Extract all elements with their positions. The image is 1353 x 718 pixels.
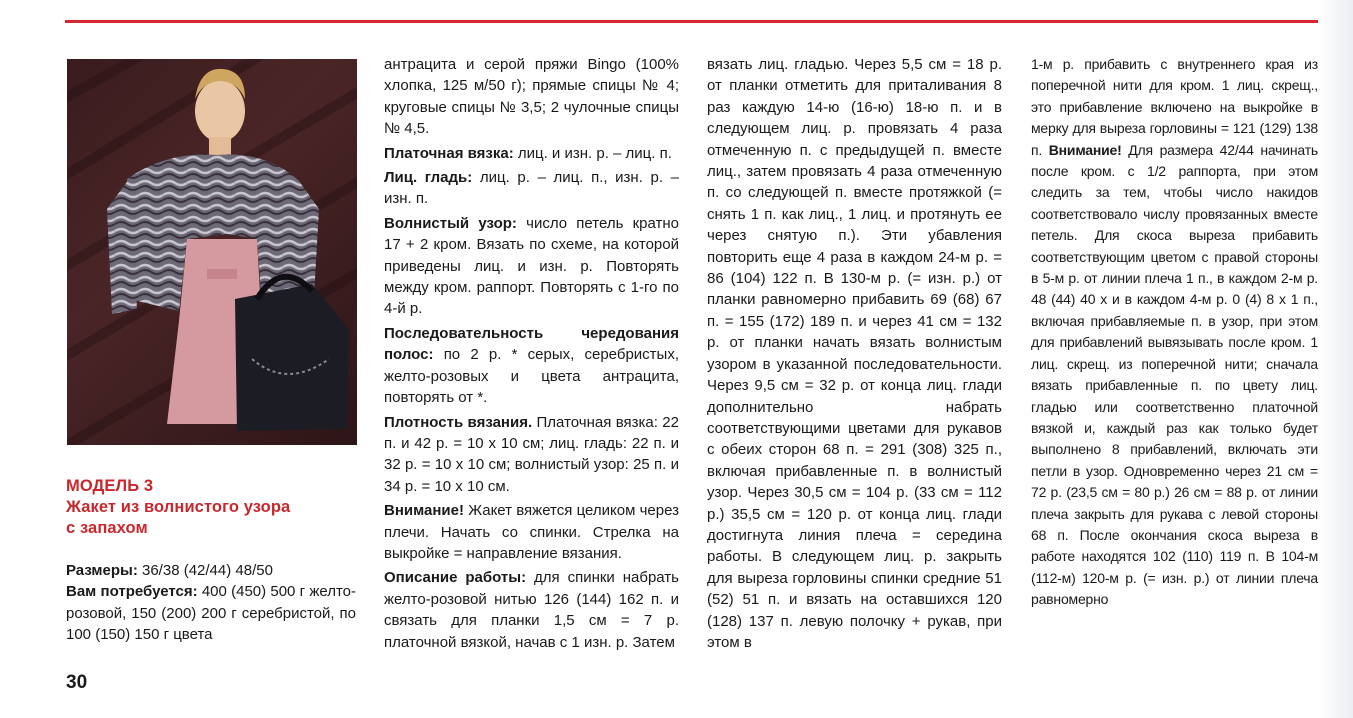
top-red-rule <box>65 20 1318 23</box>
need-label: Вам потребуется: <box>66 583 198 601</box>
model-title-line1: Жакет из волнистого узора <box>66 498 291 516</box>
col1-p2 <box>384 143 679 164</box>
text-column-1 <box>384 54 679 656</box>
col1-p7-label: Внимание! <box>384 502 464 520</box>
model-heading <box>66 476 366 539</box>
col1-p6-label: Плотность вязания. <box>384 413 533 431</box>
col1-p1: антрацита и серой пряжи Bingo (100% хлопка, 125 м/50 г); прямые спицы № 4; круговые спицы № 3,5; 2 чулочные спицы № 4,5. <box>384 56 679 138</box>
col3-paragraph <box>1031 54 1318 611</box>
col1-p3-text: лиц. р. – лиц. п., изн. р. – изн. п. <box>384 169 679 208</box>
col1-p3-label: Лиц. гладь: <box>384 169 473 187</box>
col1-p4-text: число петель кратно 17 + 2 кром. Вязать по схеме, на которой приведены лиц. и изн. р. Повторять между кром. раппорт. Повторять с 1-го по 4-й р. <box>384 214 680 318</box>
model-photo <box>67 59 357 445</box>
col1-p5-label: Последовательность чередования полос: <box>384 324 679 364</box>
photo-model-cardigan-icon <box>67 59 357 445</box>
col1-p5 <box>384 323 679 409</box>
model-label: МОДЕЛЬ 3 <box>66 477 154 495</box>
page-number: 30 <box>66 672 88 693</box>
col3-text-a: 1-м р. прибавить с внутреннего края из поперечной нити для кром. 1 лиц. скрещ., это прибавление включено на выкройке в мерку для выреза горловины = 121 (129) 138 п. <box>1031 56 1318 158</box>
col1-p3 <box>384 167 679 210</box>
col1-p8-label: Описание работы: <box>384 569 527 587</box>
col3-attention-label: Внимание! <box>1048 141 1122 158</box>
col1-p2-text: лиц. и изн. р. – лиц. п. <box>513 144 672 162</box>
page-edge-shadow <box>1318 0 1353 718</box>
col1-p5-text: по 2 р. * серых, серебристых, желто-розовых и цвета антрацита, повторять от *. <box>384 346 679 407</box>
col1-p2-label: Платочная вязка: <box>384 144 514 162</box>
need-value: 400 (450) 500 г желто-розовой, 150 (200) 200 г серебристой, по 100 (150) 150 г цвета <box>66 583 356 644</box>
sizes-label: Размеры: <box>66 562 138 579</box>
col1-p8-text: для спинки набрать желто-розовой нитью 126 (144) 162 п. и связать для планки 1,5 см = 7 р. платочной вязкой, начав с 1 изн. р. Затем <box>384 569 679 651</box>
col1-p6 <box>384 412 679 498</box>
need-paragraph <box>66 581 356 645</box>
materials-text <box>66 560 356 646</box>
col1-p7 <box>384 500 679 564</box>
col1-p4-label: Волнистый узор: <box>384 214 517 232</box>
col3-text-b: Для размера 42/44 начинать после кром. с 1/2 раппорта, при этом следить за тем, чтобы число накидов соответствовало числу провязанных вместе петель. Для скоса выреза прибавить соответствующим цветом с правой стороны в 5-м р. от линии плеча 1 п., в каждом 2-м р. 48 (44) 40 х и в каждом 4-м р. 0 (4) 8 х 1 п., включая прибавляемые п. в узор, при этом для прибавлений вывязывать после кром. 1 лиц. скрещ. из поперечной нити; сначала вязать прибавленные п. по цвету лиц. гладью или соответственно платочной вязкой и, каждый раз как только будет выполнено 8 прибавлений, включать эти петли в узор. Одновременно через 21 см = 72 р. (23,5 см = 80 р.) 26 см = 88 р. от линии плеча закрыть для рукава с левой стороны 68 п. После окончания скоса выреза в работе находятся 102 (110) 119 п. В 104-м (112-м) 120-м р. (= изн. р.) от линии плеча равномерно <box>1031 141 1319 608</box>
sizes-paragraph <box>66 560 356 581</box>
col1-p7-text: Жакет вяжется целиком через плечи. Начать со спинки. Стрелка на выкройке = направление вязания. <box>384 502 679 562</box>
model-title-line2: с запахом <box>66 519 148 537</box>
sizes-value: 36/38 (42/44) 48/50 <box>137 562 273 579</box>
col2-text: вязать лиц. гладью. Через 5,5 см = 18 р. от планки отметить для приталивания 8 раз каждую 14-ю (16-ю) 18-ю п. и в следующем лиц. р. провязать 4 раза отмеченную п. с предыдущей п. вместе лиц., затем провязать 4 раза отмеченную п. со следующей п. вместе протяжкой (= снять 1 п. как лиц., 1 лиц. и протянуть ее через снятую п.). Эти убавления повторить еще 4 раза в каждом 24-м р. = 86 (104) 122 п. В 130-м р. (= изн. р.) от планки равномерно прибавить 69 (68) 67 п. = 155 (172) 189 п. и через 41 см = 132 р. от планки начать вязать волнистым узором в указанной последовательности. Через 9,5 см = 32 р. от конца лиц. глади дополнительно набрать соответствующими цветами для рукавов с обеих сторон 68 п. = 291 (308) 325 п., включая прибавленные п. в волнистый узор. Через 30,5 см = 104 р. (33 см = 112 р.) 35,5 см = 120 р. от конца лиц. глади достигнута линия плеча = середина работы. В следующем лиц. р. закрыть для выреза горловины спинки средние 51 (52) 51 п. и вязать на оставшихся 120 (128) 137 п. левую полочку + рукав, при этом в <box>707 56 1002 651</box>
text-column-3 <box>1031 54 1318 614</box>
col1-p4 <box>384 213 679 320</box>
col1-p8 <box>384 567 679 653</box>
text-column-2 <box>707 54 1002 656</box>
col1-p6-text: Платочная вязка: 22 п. и 42 р. = 10 х 10 см; лиц. гладь: 22 п. и 32 р. = 10 х 10 см; волнистый узор: 25 п. и 34 р. = 10 х 10 см. <box>384 413 679 495</box>
